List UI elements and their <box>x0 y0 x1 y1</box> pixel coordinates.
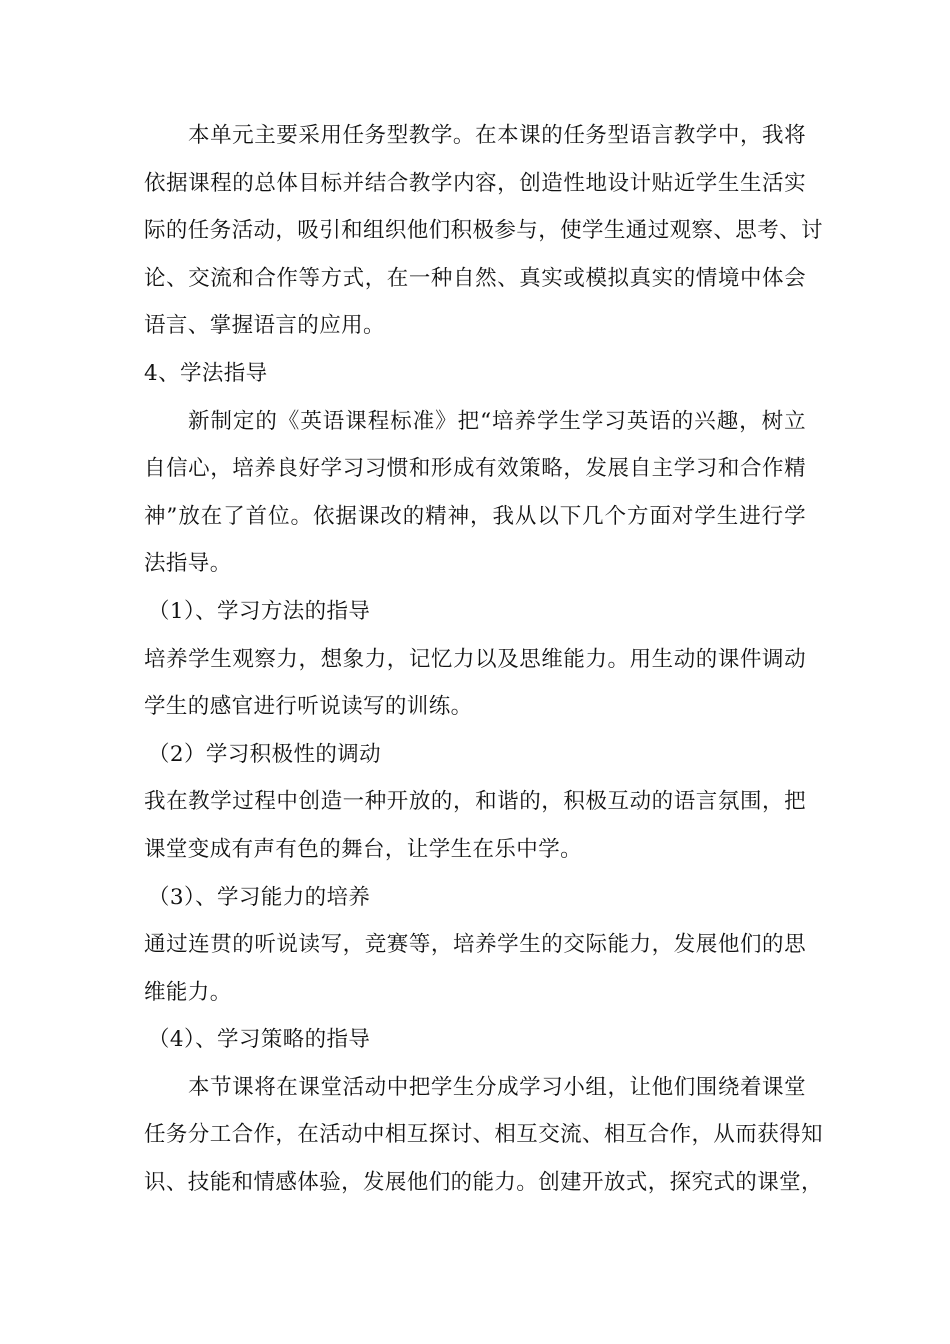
paragraph-line: 本单元主要采用任务型教学。在本课的任务型语言教学中，我将 <box>188 123 806 148</box>
subsection-heading-learning-methods: （1）、学习方法的指导 <box>148 598 371 624</box>
paragraph-line: 论、交流和合作等方式，在一种自然、真实或模拟真实的情境中体会 <box>144 265 806 291</box>
paragraph-motivation <box>144 778 806 873</box>
section-heading-learning-guidance: 4、学法指导 <box>144 360 268 386</box>
paragraph-line: 维能力。 <box>144 979 232 1005</box>
paragraph-line: 神”放在了首位。依据课改的精神，我从以下几个方面对学生进行学 <box>144 503 806 529</box>
paragraph-ability <box>144 921 806 1016</box>
paragraph-line: 语言、掌握语言的应用。 <box>144 313 385 339</box>
paragraph-line: 培养学生观察力，想象力，记忆力以及思维能力。用生动的课件调动 <box>144 646 806 672</box>
paragraph-line: 我在教学过程中创造一种开放的，和谐的，积极互动的语言氛围，把 <box>144 789 806 815</box>
paragraph-line: 本节课将在课堂活动中把学生分成学习小组，让他们围绕着课堂 <box>188 1074 806 1100</box>
paragraph-line: 自信心，培养良好学习习惯和形成有效策略，发展自主学习和合作精 <box>144 456 806 482</box>
paragraph-line: 新制定的《英语课程标准》把“培养学生学习英语的兴趣，树立 <box>188 408 806 434</box>
paragraph-task-based-teaching <box>144 112 823 350</box>
subsection-heading-motivation: （2）学习积极性的调动 <box>148 741 382 767</box>
paragraph-line: 课堂变成有声有色的舞台，让学生在乐中学。 <box>144 836 583 862</box>
paragraph-strategy <box>144 1064 823 1207</box>
paragraph-learning-methods <box>144 636 806 731</box>
paragraph-line: 依据课程的总体目标并结合教学内容，创造性地设计贴近学生生活实 <box>144 170 806 196</box>
document-body <box>144 112 823 1207</box>
paragraph-curriculum-standard <box>144 398 806 588</box>
paragraph-line: 法指导。 <box>144 551 232 577</box>
subsection-heading-strategy: （4）、学习策略的指导 <box>148 1027 371 1053</box>
subsection-heading-ability: （3）、学习能力的培养 <box>148 884 371 910</box>
paragraph-line: 识、技能和情感体验，发展他们的能力。创建开放式，探究式的课堂， <box>144 1170 823 1196</box>
paragraph-line: 际的任务活动，吸引和组织他们积极参与，使学生通过观察、思考、讨 <box>144 218 823 244</box>
paragraph-line: 学生的感官进行听说读写的训练。 <box>144 694 473 720</box>
paragraph-line: 通过连贯的听说读写，竞赛等，培养学生的交际能力，发展他们的思 <box>144 932 806 958</box>
paragraph-line: 任务分工合作，在活动中相互探讨、相互交流、相互合作，从而获得知 <box>144 1122 823 1148</box>
